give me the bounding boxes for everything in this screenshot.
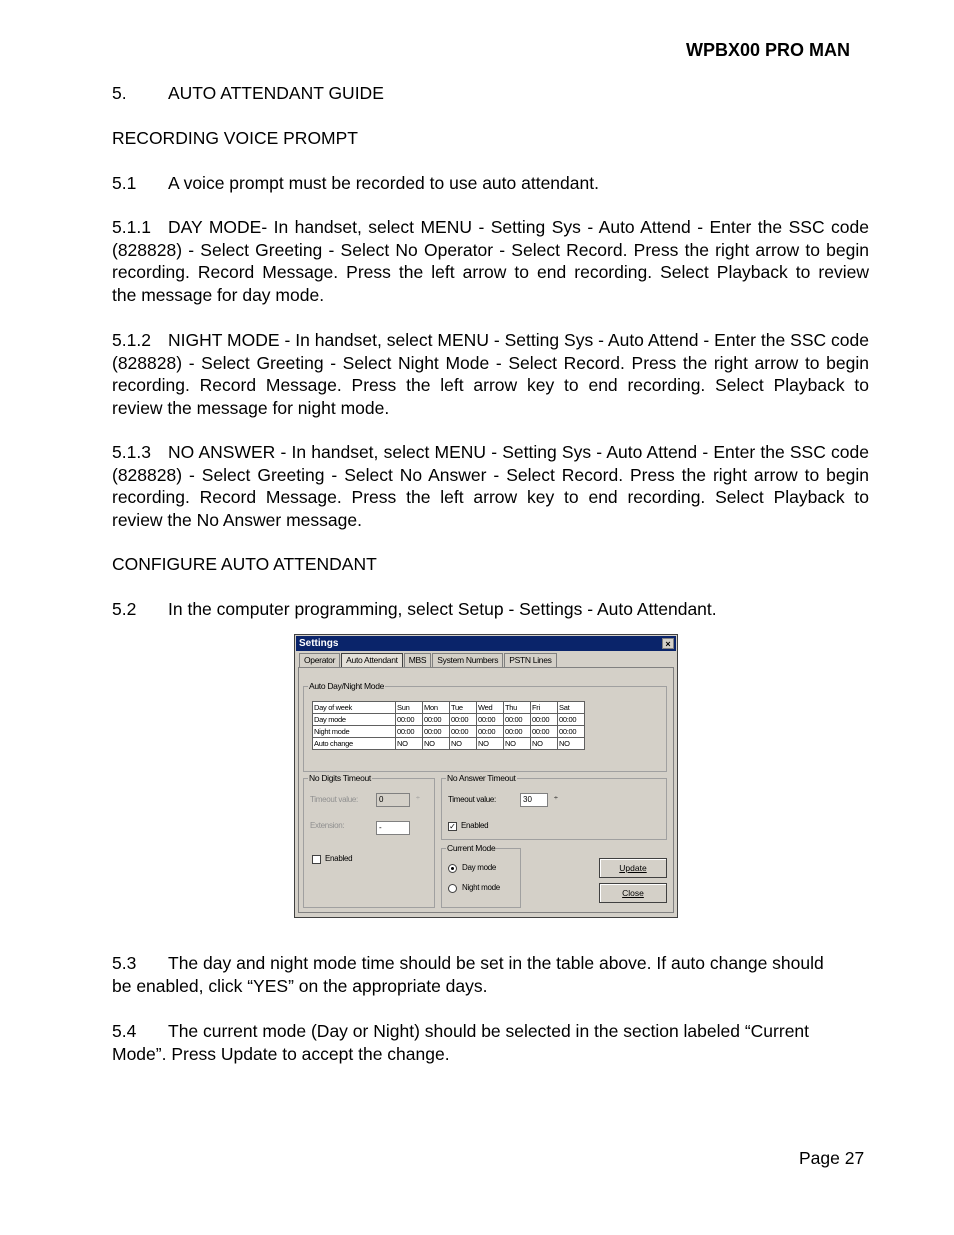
table-cell[interactable]: NO <box>423 738 450 750</box>
table-cell[interactable]: 00:00 <box>558 714 585 726</box>
paragraph-line <box>112 1020 869 1043</box>
schedule-table <box>312 701 585 750</box>
table-cell[interactable]: 00:00 <box>558 726 585 738</box>
table-row <box>313 714 585 726</box>
day-mode-label: Day mode <box>462 863 497 872</box>
column-header: Tue <box>450 702 477 714</box>
timeout-label: Timeout value: <box>448 795 496 804</box>
tab-pstn-lines[interactable]: PSTN Lines <box>504 653 556 667</box>
paragraph-text: DAY MODE- In handset, select MENU - Setting Sys - Auto Attend - Enter the SSC code <box>168 217 869 237</box>
paragraph-line: recording. Record Message. Press the left arrow key to end recording. Select Playback to <box>112 487 869 507</box>
spin-icon[interactable]: ÷ <box>416 795 420 802</box>
update-button[interactable]: Update <box>599 858 667 878</box>
auto-day-night-group <box>303 681 667 772</box>
table-cell[interactable]: NO <box>558 738 585 750</box>
document-header: WPBX00 PRO MAN <box>686 40 851 60</box>
table-cell[interactable]: NO <box>477 738 504 750</box>
table-row <box>313 726 585 738</box>
column-header: Fri <box>531 702 558 714</box>
paragraph-line <box>112 441 869 464</box>
table-header-row <box>313 702 585 714</box>
tab-mbs[interactable]: MBS <box>404 653 432 667</box>
tab-system-numbers[interactable]: System Numbers <box>432 653 503 667</box>
paragraph-line <box>112 329 869 352</box>
paragraph-5-1-1 <box>112 216 869 306</box>
night-mode-label: Night mode <box>462 883 500 892</box>
column-header: Sun <box>396 702 423 714</box>
table-cell[interactable]: NO <box>396 738 423 750</box>
table-row <box>313 738 585 750</box>
paragraph-number: 5.2 <box>112 599 137 619</box>
paragraph-line: (828828) - Select Greeting - Select Night Mode - Select Record. Press the right arrow to begin <box>112 352 869 373</box>
no-answer-enabled-checkbox[interactable]: ✓ <box>449 822 456 831</box>
section-heading <box>112 82 384 105</box>
row-header: Auto change <box>313 738 396 750</box>
enabled-label: Enabled <box>325 854 353 863</box>
paragraph-line: recording. Record Message. Press the left arrow to end recording. Select Playback to review <box>112 262 869 282</box>
extension-input[interactable]: - <box>376 821 410 835</box>
paragraph-line: (828828) - Select Greeting - Select No Operator - Select Record. Press the right arrow to begin <box>112 239 869 260</box>
paragraph-text: NO ANSWER - In handset, select MENU - Setting Sys - Auto Attend - Enter the SSC code <box>168 442 869 462</box>
enabled-label: Enabled <box>461 821 489 830</box>
group-title: No Digits Timeout <box>309 773 371 783</box>
column-header: Day of week <box>313 702 396 714</box>
no-answer-group <box>441 773 667 840</box>
table-cell[interactable]: NO <box>531 738 558 750</box>
close-icon[interactable]: × <box>662 638 674 649</box>
paragraph-line: Mode”. Press Update to accept the change. <box>112 1043 450 1064</box>
paragraph-5-1 <box>112 172 599 195</box>
table-cell[interactable]: 00:00 <box>531 726 558 738</box>
paragraph-number: 5.1.1 <box>112 217 151 237</box>
column-header: Thu <box>504 702 531 714</box>
no-answer-timeout-input[interactable]: 30 <box>520 793 548 807</box>
paragraph-line: be enabled, click “YES” on the appropriate days. <box>112 975 488 996</box>
tab-auto-attendant[interactable]: Auto Attendant <box>341 653 403 667</box>
tab-operator[interactable]: Operator <box>299 653 340 667</box>
paragraph-number: 5.3 <box>112 953 137 973</box>
paragraph-line: recording. Record Message. Press the left arrow key to end recording. Select Playback to <box>112 375 869 395</box>
current-mode-group <box>441 843 521 908</box>
no-digits-timeout-input[interactable]: 0 <box>376 793 410 807</box>
table-cell[interactable]: 00:00 <box>450 726 477 738</box>
paragraph-text: The current mode (Day or Night) should be selected in the section labeled “Current <box>168 1021 810 1041</box>
day-mode-radio[interactable] <box>448 864 457 873</box>
group-title: Auto Day/Night Mode <box>309 681 385 691</box>
paragraph-line: the message for day mode. <box>112 284 325 305</box>
no-digits-enabled-checkbox[interactable] <box>312 855 321 864</box>
paragraph-5-4 <box>112 1020 869 1065</box>
tab-panel <box>298 667 674 913</box>
table-cell[interactable]: 00:00 <box>531 714 558 726</box>
group-title: Current Mode <box>447 843 496 853</box>
table-cell[interactable]: 00:00 <box>396 726 423 738</box>
paragraph-text: NIGHT MODE - In handset, select MENU - Setting Sys - Auto Attend - Enter the SSC code <box>168 330 869 350</box>
paragraph-5-1-2 <box>112 329 869 419</box>
configure-heading: CONFIGURE AUTO ATTENDANT <box>112 554 377 574</box>
paragraph-text: The day and night mode time should be set in the table above. If auto change should <box>168 953 824 973</box>
section-number: 5. <box>112 83 127 103</box>
table-cell[interactable]: 00:00 <box>423 726 450 738</box>
paragraph-line <box>112 952 869 975</box>
paragraph-number: 5.1.3 <box>112 442 151 462</box>
column-header: Sat <box>558 702 585 714</box>
group-title: No Answer Timeout <box>447 773 516 783</box>
table-cell[interactable]: 00:00 <box>423 714 450 726</box>
page-number: Page 27 <box>799 1148 865 1168</box>
paragraph-line: review the No Answer message. <box>112 509 362 530</box>
paragraph-5-1-3 <box>112 441 869 531</box>
paragraph-5-3 <box>112 952 869 997</box>
dialog-title: Settings <box>299 638 339 649</box>
no-digits-group <box>303 773 435 908</box>
paragraph-number: 5.4 <box>112 1021 137 1041</box>
paragraph-number: 5.1 <box>112 173 137 193</box>
paragraph-line: review the message for night mode. <box>112 397 390 418</box>
table-cell[interactable]: NO <box>504 738 531 750</box>
table-cell[interactable]: 00:00 <box>450 714 477 726</box>
paragraph-5-2 <box>112 598 717 621</box>
table-cell[interactable]: 00:00 <box>396 714 423 726</box>
paragraph-line <box>112 216 869 239</box>
night-mode-radio[interactable] <box>448 884 457 893</box>
column-header: Wed <box>477 702 504 714</box>
recording-heading: RECORDING VOICE PROMPT <box>112 128 358 148</box>
section-title: AUTO ATTENDANT GUIDE <box>168 83 384 103</box>
column-header: Mon <box>423 702 450 714</box>
table-cell[interactable]: NO <box>450 738 477 750</box>
table-cell[interactable]: 00:00 <box>477 726 504 738</box>
table-cell[interactable]: 00:00 <box>504 726 531 738</box>
close-button[interactable]: Close <box>599 883 667 903</box>
settings-dialog <box>294 634 678 918</box>
table-cell[interactable]: 00:00 <box>504 714 531 726</box>
timeout-label: Timeout value: <box>310 795 358 804</box>
dialog-titlebar <box>296 636 676 651</box>
row-header: Night mode <box>313 726 396 738</box>
spin-icon[interactable]: ÷ <box>554 795 558 802</box>
paragraph-line: (828828) - Select Greeting - Select No Answer - Select Record. Press the right arrow to begin <box>112 464 869 485</box>
extension-label: Extension: <box>310 821 345 830</box>
paragraph-number: 5.1.2 <box>112 330 151 350</box>
table-cell[interactable]: 00:00 <box>477 714 504 726</box>
paragraph-text: In the computer programming, select Setup - Settings - Auto Attendant. <box>168 599 717 619</box>
paragraph-text: A voice prompt must be recorded to use auto attendant. <box>168 173 599 193</box>
dialog-tabs <box>299 653 558 667</box>
row-header: Day mode <box>313 714 396 726</box>
